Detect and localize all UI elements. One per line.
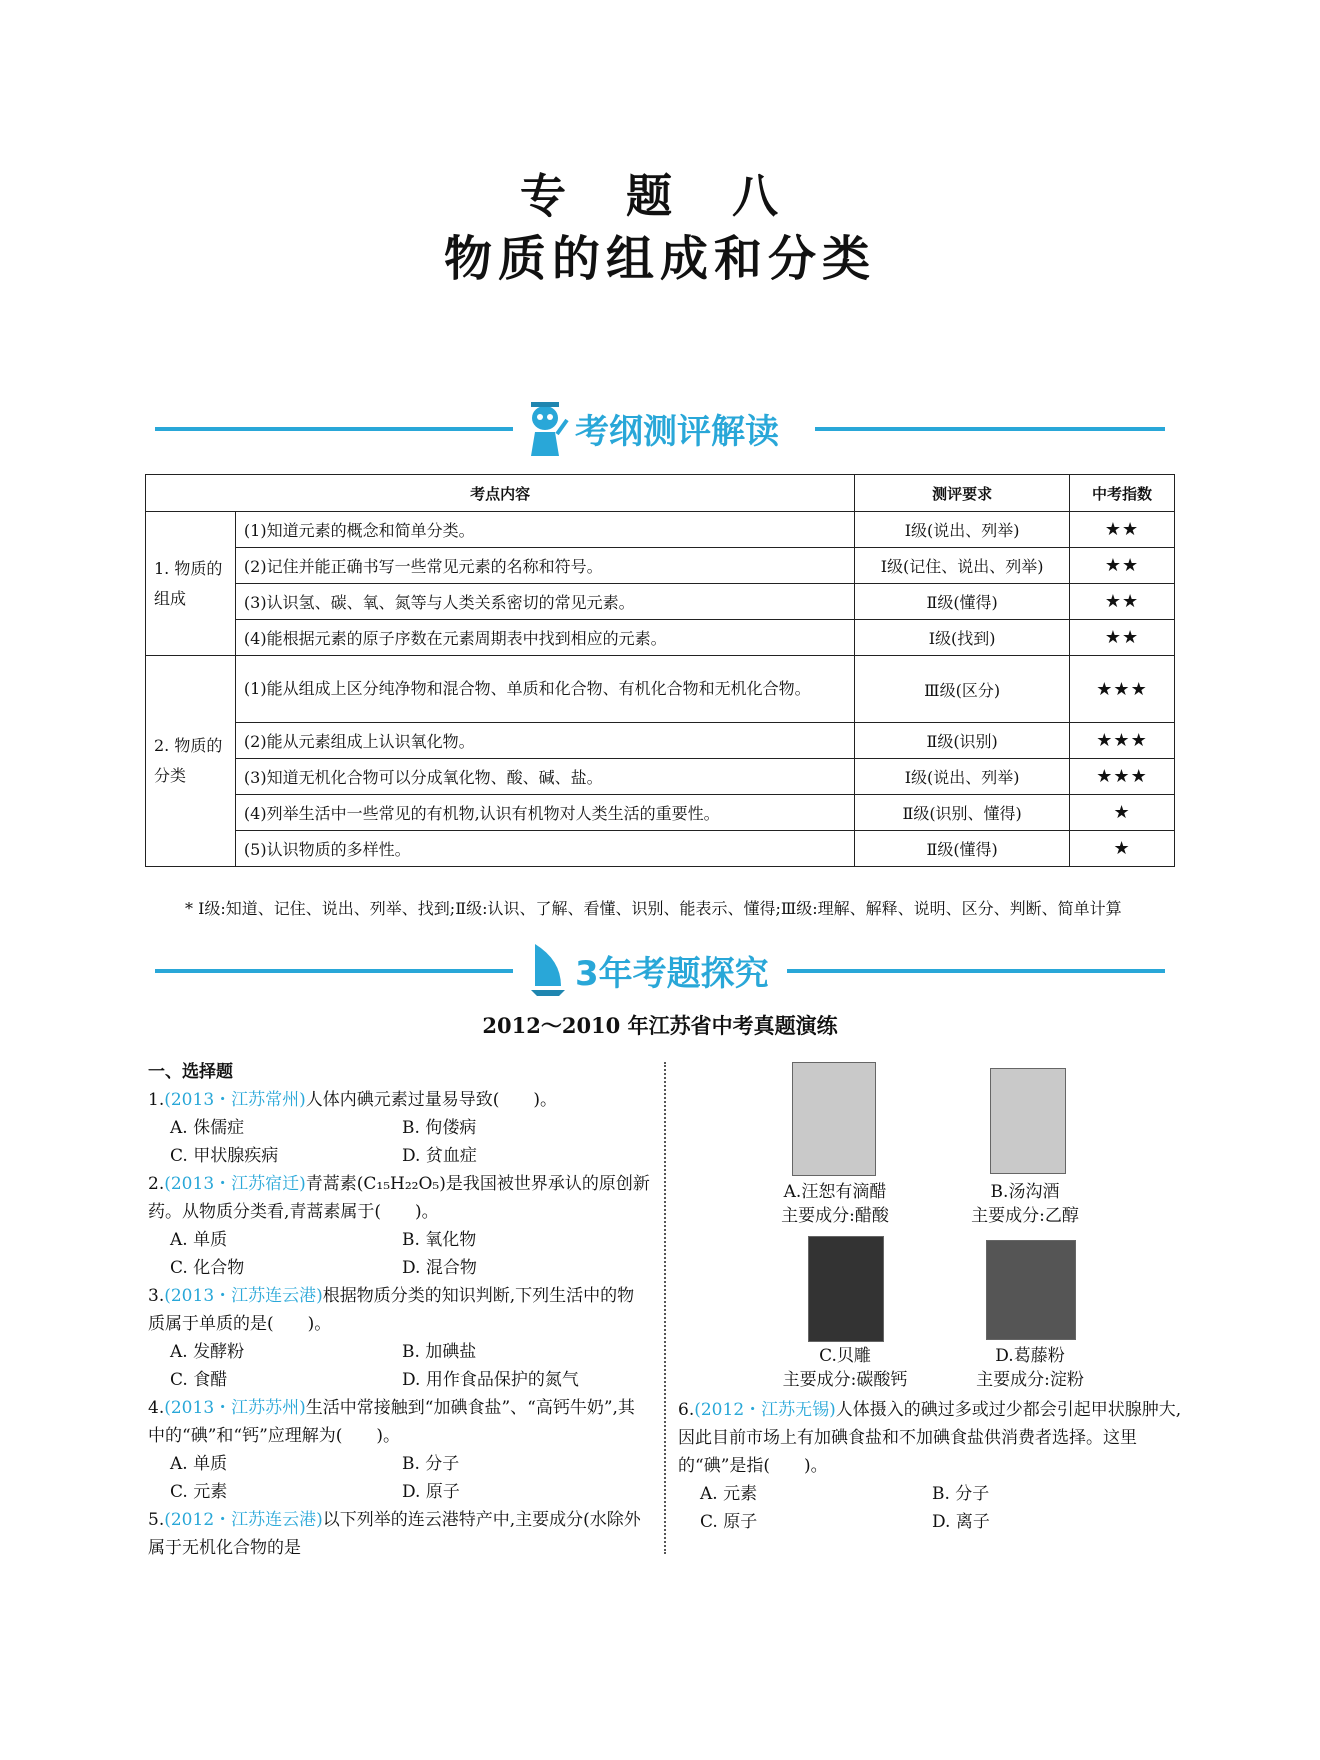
caption-label: B.汤沟酒 <box>990 1182 1060 1202</box>
row-index: ★★★ <box>1070 723 1175 759</box>
row-requirement: Ⅱ级(懂得) <box>855 831 1070 867</box>
row-index: ★★ <box>1070 548 1175 584</box>
caption-ingredient: 主要成分:碳酸钙 <box>782 1370 908 1390</box>
left-column <box>148 1058 650 1562</box>
question-source: (2013・江苏苏州) <box>164 1398 306 1418</box>
question-number: 4. <box>148 1398 165 1418</box>
question-6 <box>678 1396 1183 1536</box>
row-content: (1)能从组成上区分纯净物和混合物、单质和化合物、有机化合物和无机化合物。 <box>235 656 854 723</box>
option[interactable]: B. 加碘盐 <box>402 1342 477 1362</box>
question-stem: 以下列举的连云港特产中,主要成分(水除外 属于无机化合物的是 <box>148 1510 641 1558</box>
scholar-mascot-icon <box>519 398 571 458</box>
row-requirement: Ⅱ级(识别、懂得) <box>855 795 1070 831</box>
row-content: (2)记住并能正确书写一些常见元素的名称和符号。 <box>235 548 854 584</box>
section-divider-line <box>155 969 513 973</box>
question-number: 5. <box>148 1510 165 1530</box>
row-index: ★★ <box>1070 620 1175 656</box>
option-row <box>170 1142 650 1170</box>
table-row <box>146 620 1175 656</box>
question-source: (2013・江苏常州) <box>164 1090 306 1110</box>
option[interactable]: D. 混合物 <box>402 1258 477 1278</box>
option-row <box>170 1226 650 1254</box>
row-requirement: Ⅰ级(找到) <box>855 620 1070 656</box>
option[interactable]: A. 单质 <box>170 1230 228 1250</box>
option-row <box>170 1450 650 1478</box>
question-number: 2. <box>148 1174 165 1194</box>
table-row <box>146 759 1175 795</box>
row-index: ★★★ <box>1070 656 1175 723</box>
row-requirement: Ⅱ级(懂得) <box>855 584 1070 620</box>
caption-label: A.汪恕有滴醋 <box>783 1182 887 1202</box>
page-title: 物质的组成和分类 <box>443 231 876 287</box>
row-index: ★★ <box>1070 584 1175 620</box>
option[interactable]: C. 元素 <box>170 1482 228 1502</box>
sail-icon <box>527 940 567 998</box>
caption-label: C.贝雕 <box>819 1346 871 1366</box>
row-content: (3)知道无机化合物可以分成氧化物、酸、碱、盐。 <box>235 759 854 795</box>
question-source: (2013・江苏宿迁) <box>164 1174 306 1194</box>
section-header-exam <box>155 940 1165 1000</box>
question-1 <box>148 1086 650 1170</box>
caption-ingredient: 主要成分:淀粉 <box>976 1370 1084 1390</box>
option[interactable]: D. 离子 <box>932 1512 990 1532</box>
question-source: (2012・江苏无锡) <box>694 1400 836 1420</box>
option-row <box>170 1478 650 1506</box>
section-title-exam: 3年考题探究 <box>575 954 769 994</box>
option-row <box>700 1480 1183 1508</box>
question-5 <box>148 1506 650 1562</box>
table-row <box>146 831 1175 867</box>
product-photo-shell-carving <box>808 1236 884 1342</box>
option-row <box>170 1338 650 1366</box>
row-content: (1)知道元素的概念和简单分类。 <box>235 512 854 548</box>
option[interactable]: B. 分子 <box>932 1484 990 1504</box>
question-stem: 人体摄入的碘过多或过少都会引起甲状腺肿大,因此目前市场上有加碘食盐和不加碘食盐供消费者选择。这里的“碘”是指( )。 <box>678 1400 1182 1476</box>
option-row <box>170 1254 650 1282</box>
question-number: 1. <box>148 1090 165 1110</box>
question-4 <box>148 1394 650 1506</box>
row-content: (2)能从元素组成上认识氧化物。 <box>235 723 854 759</box>
exam-subtitle: 2012～2010 年江苏省中考真题演练 <box>482 1013 838 1038</box>
option[interactable]: D. 原子 <box>402 1482 460 1502</box>
header-content: 考点内容 <box>146 475 855 512</box>
question-3 <box>148 1282 650 1394</box>
question-stem: 人体内碘元素过量易导致( )。 <box>305 1090 558 1110</box>
row-requirement: Ⅱ级(识别) <box>855 723 1070 759</box>
table-row <box>146 656 1175 723</box>
table-row <box>146 548 1175 584</box>
option-row <box>170 1114 650 1142</box>
option[interactable]: A. 单质 <box>170 1454 228 1474</box>
option[interactable]: D. 贫血症 <box>402 1146 477 1166</box>
table-row <box>146 512 1175 548</box>
option[interactable]: C. 原子 <box>700 1512 758 1532</box>
row-requirement: Ⅲ级(区分) <box>855 656 1070 723</box>
section-header-outline <box>155 398 1165 458</box>
question-source: (2013・江苏连云港) <box>164 1286 323 1306</box>
row-requirement: Ⅰ级(说出、列举) <box>855 759 1070 795</box>
option[interactable]: C. 化合物 <box>170 1258 245 1278</box>
option[interactable]: D. 用作食品保护的氮气 <box>402 1370 579 1390</box>
product-photo-liquor <box>990 1068 1066 1174</box>
question-2 <box>148 1170 650 1282</box>
section-divider-line <box>155 427 513 431</box>
row-index: ★★ <box>1070 512 1175 548</box>
question-number: 3. <box>148 1286 165 1306</box>
row-content: (3)认识氢、碳、氧、氮等与人类关系密切的常见元素。 <box>235 584 854 620</box>
row-index: ★ <box>1070 831 1175 867</box>
image-caption <box>950 1180 1100 1228</box>
product-photo-kudzu-powder <box>986 1240 1076 1340</box>
option-row <box>700 1508 1183 1536</box>
option[interactable]: B. 佝偻病 <box>402 1118 477 1138</box>
caption-ingredient: 主要成分:醋酸 <box>781 1206 889 1226</box>
topic-number: 专 题 八 <box>519 169 801 223</box>
caption-ingredient: 主要成分:乙醇 <box>971 1206 1079 1226</box>
option[interactable]: A. 侏儒症 <box>170 1118 245 1138</box>
option[interactable]: A. 发酵粉 <box>170 1342 245 1362</box>
option[interactable]: B. 氧化物 <box>402 1230 477 1250</box>
header-index: 中考指数 <box>1070 475 1175 512</box>
table-row <box>146 795 1175 831</box>
section-divider-line <box>787 969 1165 973</box>
column-divider <box>664 1062 666 1554</box>
level-footnote: * Ⅰ级:知道、记住、说出、列举、找到;Ⅱ级:认识、了解、看懂、识别、能表示、懂得;Ⅲ级:理解、解释、说明、区分、判断、简单计算 <box>185 899 1122 918</box>
row-index: ★★★ <box>1070 759 1175 795</box>
option[interactable]: C. 甲状腺疾病 <box>170 1146 279 1166</box>
question-number: 6. <box>678 1400 695 1420</box>
group-name: 1. 物质的组成 <box>146 512 236 656</box>
image-caption <box>770 1344 920 1392</box>
image-caption <box>760 1180 910 1228</box>
table-row <box>146 584 1175 620</box>
row-requirement: Ⅰ级(记住、说出、列举) <box>855 548 1070 584</box>
row-requirement: Ⅰ级(说出、列举) <box>855 512 1070 548</box>
question-stem: 根据物质分类的知识判断,下列生活中的物质属于单质的是( )。 <box>148 1286 635 1334</box>
question-source: (2012・江苏连云港) <box>164 1510 323 1530</box>
option[interactable]: C. 食醋 <box>170 1370 228 1390</box>
image-caption <box>955 1344 1105 1392</box>
exam-outline-table <box>145 474 1175 867</box>
question-stem: 青蒿素(C₁₅H₂₂O₅)是我国被世界承认的原创新药。从物质分类看,青蒿素属于( )。 <box>148 1174 650 1222</box>
section-title-outline: 考纲测评解读 <box>575 412 779 452</box>
table-header-row <box>146 475 1175 512</box>
option[interactable]: A. 元素 <box>700 1484 758 1504</box>
option[interactable]: B. 分子 <box>402 1454 460 1474</box>
row-content: (4)能根据元素的原子序数在元素周期表中找到相应的元素。 <box>235 620 854 656</box>
part-title: 一、选择题 <box>148 1062 233 1082</box>
option-row <box>170 1366 650 1394</box>
row-index: ★ <box>1070 795 1175 831</box>
group-name: 2. 物质的分类 <box>146 656 236 867</box>
section-divider-line <box>815 427 1165 431</box>
header-requirement: 测评要求 <box>855 475 1070 512</box>
row-content: (5)认识物质的多样性。 <box>235 831 854 867</box>
product-photo-vinegar <box>792 1062 876 1176</box>
caption-label: D.葛藤粉 <box>995 1346 1065 1366</box>
table-row <box>146 723 1175 759</box>
row-content: (4)列举生活中一些常见的有机物,认识有机物对人类生活的重要性。 <box>235 795 854 831</box>
question-stem: 生活中常接触到“加碘食盐”、“高钙牛奶”,其中的“碘”和“钙”应理解为( )。 <box>148 1398 635 1446</box>
